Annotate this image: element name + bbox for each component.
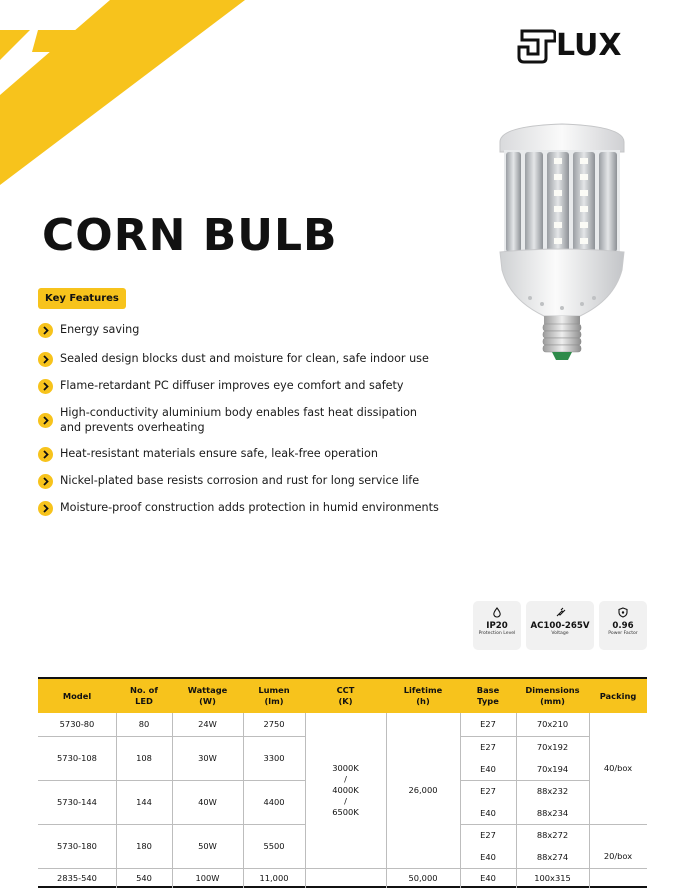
table-cell: 144 bbox=[136, 796, 152, 807]
chevron-right-icon bbox=[38, 447, 53, 462]
feature-text: Heat-resistant materials ensure safe, leak-free operation bbox=[60, 447, 378, 460]
feature-text: Moisture-proof construction adds protection in humid environments bbox=[60, 501, 439, 514]
brand-logo bbox=[516, 27, 648, 65]
feature-text: High-conductivity aluminium body enables fast heat dissipation and prevents overheating bbox=[60, 406, 418, 434]
table-cell: 70x192 bbox=[536, 741, 569, 752]
packing-cell: 40/box bbox=[603, 763, 633, 773]
table-cell: 540 bbox=[136, 872, 152, 883]
table-cell: 100W bbox=[195, 872, 220, 883]
water-drop-icon bbox=[492, 607, 502, 618]
table-cell: 4400 bbox=[263, 796, 285, 807]
col-header-lumen: Lumen (lm) bbox=[258, 685, 290, 706]
table-cell: 70x210 bbox=[536, 719, 569, 729]
table-cell: E40 bbox=[480, 851, 496, 862]
spec-label: Power Factor bbox=[608, 631, 638, 636]
feature-text: Flame-retardant PC diffuser improves eye comfort and safety bbox=[60, 379, 404, 392]
list-item bbox=[38, 446, 378, 461]
decorative-stripes bbox=[0, 0, 260, 185]
spec-label: Protection Level bbox=[478, 631, 516, 636]
list-item bbox=[38, 500, 439, 515]
list-item bbox=[38, 405, 438, 435]
cct-cell: 3000K / 4000K / 6500K bbox=[332, 763, 359, 817]
table-cell: 180 bbox=[136, 840, 152, 851]
chevron-right-icon bbox=[38, 323, 53, 338]
lifetime-cell: 26,000 bbox=[408, 785, 438, 795]
spec-protection-level bbox=[473, 601, 521, 650]
chevron-right-icon bbox=[38, 352, 53, 367]
table-cell: E40 bbox=[480, 872, 496, 883]
table-cell: 88x234 bbox=[536, 807, 569, 818]
feature-text: Nickel-plated base resists corrosion and rust for long service life bbox=[60, 474, 420, 487]
chevron-right-icon bbox=[38, 501, 53, 516]
spec-value: IP20 bbox=[486, 621, 508, 631]
table-cell: 50W bbox=[198, 840, 217, 851]
chevron-right-icon bbox=[38, 379, 53, 394]
table-cell: E40 bbox=[480, 807, 496, 818]
col-header-dimensions: Dimensions (mm) bbox=[525, 685, 580, 706]
table-cell: 88x232 bbox=[536, 785, 569, 796]
lifetime-cell: 50,000 bbox=[408, 872, 438, 883]
plug-icon bbox=[555, 607, 566, 618]
col-header-model: Model bbox=[62, 690, 92, 701]
list-item bbox=[38, 351, 429, 366]
table-cell: 5730-180 bbox=[57, 840, 97, 851]
corn-bulb-image bbox=[494, 120, 630, 368]
table-cell: 40W bbox=[198, 796, 217, 807]
table-cell: 108 bbox=[136, 752, 152, 763]
page-title: CORN BULB bbox=[42, 210, 338, 261]
table-cell: E40 bbox=[480, 763, 496, 774]
table-header-row bbox=[38, 679, 647, 713]
table-cell: 80 bbox=[138, 719, 150, 729]
table-cell: 88x272 bbox=[536, 829, 569, 840]
table-cell: 88x274 bbox=[536, 851, 569, 862]
table-cell: E27 bbox=[480, 785, 496, 796]
spec-label: Voltage bbox=[551, 631, 569, 636]
chevron-right-icon bbox=[38, 474, 53, 489]
power-shield-icon bbox=[618, 607, 628, 618]
col-header-wattage: Wattage (W) bbox=[187, 685, 228, 706]
table-cell: 30W bbox=[198, 752, 217, 763]
packing-cell: 20/box bbox=[603, 850, 633, 861]
list-item bbox=[38, 378, 404, 393]
spec-voltage bbox=[526, 601, 594, 650]
table-cell: E27 bbox=[480, 829, 496, 840]
table-cell: 5730-144 bbox=[57, 796, 97, 807]
table-cell: 2835-540 bbox=[57, 872, 97, 883]
col-header-leds: No. of LED bbox=[130, 685, 158, 706]
list-item bbox=[38, 322, 139, 337]
table-cell: 24W bbox=[198, 719, 217, 729]
table-cell: 2750 bbox=[263, 719, 285, 729]
table-cell: 5730-108 bbox=[57, 752, 97, 763]
key-features-badge: Key Features bbox=[38, 288, 126, 309]
spec-value: 0.96 bbox=[612, 621, 634, 631]
table-cell: E27 bbox=[480, 719, 496, 729]
col-header-packing: Packing bbox=[599, 690, 637, 701]
col-header-base: Base Type bbox=[476, 685, 500, 706]
table-cell: 100x315 bbox=[534, 872, 571, 883]
list-item bbox=[38, 473, 419, 488]
col-header-lifetime: Lifetime (h) bbox=[403, 685, 443, 706]
feature-text: Energy saving bbox=[60, 323, 140, 336]
logo-mark-icon bbox=[516, 27, 556, 65]
table-cell: E27 bbox=[480, 741, 496, 752]
spec-power-factor bbox=[599, 601, 647, 650]
chevron-right-icon bbox=[38, 413, 53, 428]
table-cell: 3300 bbox=[263, 752, 285, 763]
logo-text: LUX bbox=[556, 28, 622, 63]
col-header-cct: CCT (K) bbox=[336, 685, 355, 706]
table-cell: 5500 bbox=[263, 840, 285, 851]
spec-value: AC100-265V bbox=[530, 621, 590, 631]
spec-table bbox=[38, 677, 647, 888]
table-cell: 70x194 bbox=[536, 763, 569, 774]
table-cell: 11,000 bbox=[259, 872, 289, 883]
feature-text: Sealed design blocks dust and moisture for clean, safe indoor use bbox=[60, 352, 429, 365]
table-cell: 5730-80 bbox=[59, 719, 95, 729]
